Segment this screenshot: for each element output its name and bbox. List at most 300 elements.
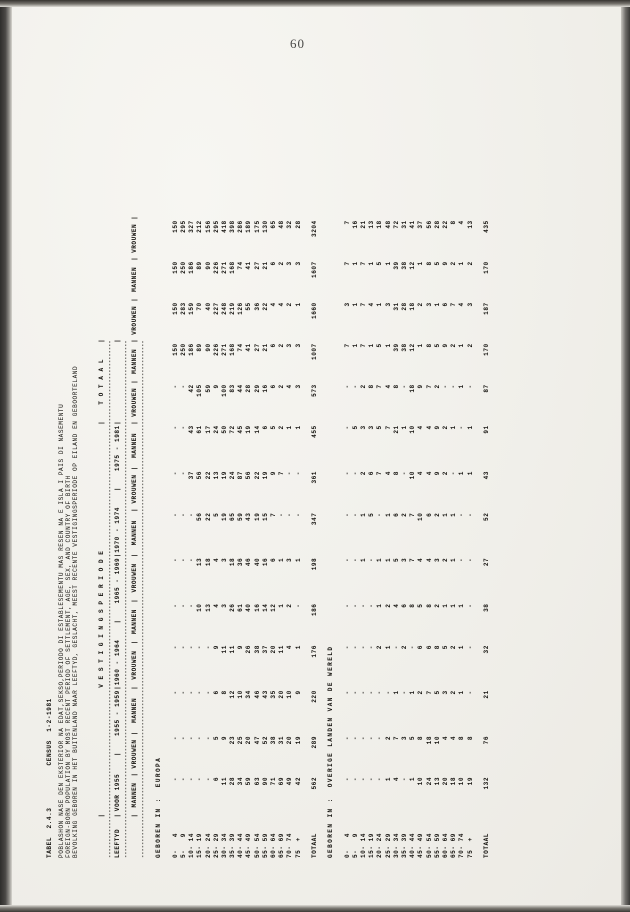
column-separator	[277, 813, 285, 818]
column-separator: |	[114, 553, 122, 558]
data-cell: 248	[220, 302, 228, 315]
data-cell: 1	[458, 690, 466, 695]
data-cell: 1	[441, 603, 449, 608]
data-cell: 18	[409, 384, 417, 393]
data-cell: 6	[401, 603, 409, 608]
table-row	[179, 215, 187, 858]
data-cell: 1	[351, 261, 359, 266]
data-cell: -	[343, 603, 351, 608]
data-cell: 13	[196, 557, 204, 567]
header-period-3: 1960 - 1964	[114, 639, 122, 686]
column-separator	[253, 813, 261, 818]
data-cell: 46	[253, 690, 261, 699]
age-group-label: 35- 39	[229, 833, 237, 858]
data-cell: 19	[253, 512, 261, 521]
spacer-row	[146, 215, 154, 858]
data-cell: 13	[204, 603, 212, 612]
data-cell: 100	[220, 384, 228, 397]
data-cell: -	[458, 557, 466, 562]
data-cell: 295	[212, 220, 220, 233]
data-cell: -	[401, 384, 409, 389]
data-cell: 29	[253, 384, 261, 393]
data-cell: 189	[245, 220, 253, 233]
data-cell: 9	[433, 425, 441, 430]
data-cell: 9	[433, 471, 441, 476]
dashed-rule: ----------------------------------------------------------------------------------------------------------------------------------------------------------------	[123, 340, 130, 858]
data-cell: 9	[212, 384, 220, 389]
data-cell: 226	[212, 261, 220, 274]
data-cell: 7	[409, 512, 417, 517]
spacer-row	[474, 215, 482, 858]
data-cell: 1	[384, 261, 392, 266]
data-cell: 271	[220, 343, 228, 356]
data-cell: 1	[360, 557, 368, 562]
data-cell: 3	[368, 425, 376, 430]
data-cell: 1	[384, 343, 392, 348]
data-cell: 10	[286, 690, 294, 699]
data-cell: 65	[270, 220, 278, 229]
data-cell: 10	[409, 425, 417, 434]
data-cell: -	[171, 777, 179, 782]
age-group-label: 0- 4	[343, 833, 351, 858]
spacer-row	[334, 215, 342, 858]
data-cell: 24	[425, 777, 433, 786]
age-group-label: 30- 34	[220, 833, 228, 858]
data-cell: 10	[237, 690, 245, 699]
data-cell: 39	[392, 261, 400, 270]
table-row	[285, 215, 293, 858]
column-separator	[212, 813, 220, 818]
data-cell: 3	[384, 302, 392, 307]
data-cell: 5	[409, 736, 417, 741]
data-cell: -	[376, 777, 384, 782]
data-cell: 87	[237, 471, 245, 480]
data-cell: 43	[261, 690, 269, 699]
data-cell: 418	[220, 220, 228, 233]
column-separator: |	[130, 640, 138, 645]
data-cell: -	[196, 777, 204, 782]
data-cell: 20	[286, 736, 294, 745]
data-cell: -	[343, 425, 351, 430]
column-separator: |	[130, 215, 138, 220]
data-cell: 1	[376, 302, 384, 307]
data-cell: -	[188, 557, 196, 562]
data-cell: 4	[417, 425, 425, 430]
data-cell: -	[343, 471, 351, 476]
data-cell: 31	[392, 302, 400, 311]
header-totaal-spacer	[113, 343, 121, 420]
data-cell: 361	[310, 471, 318, 484]
data-cell: 2	[384, 736, 392, 741]
column-separator	[261, 813, 269, 818]
data-cell: 1660	[310, 302, 318, 319]
data-cell: 16	[351, 220, 359, 229]
data-cell: -	[171, 645, 179, 650]
data-cell: 72	[392, 220, 400, 229]
age-group-label: 65- 69	[450, 833, 458, 858]
data-cell: 1	[433, 302, 441, 307]
data-cell: 1	[392, 690, 400, 695]
data-cell: 22	[441, 220, 449, 229]
column-separator: |	[130, 553, 138, 558]
spacer-cell	[146, 215, 154, 858]
column-separator	[449, 813, 457, 818]
data-cell: 3	[401, 736, 409, 741]
data-cell: 226	[212, 343, 220, 356]
data-cell: 6	[212, 777, 220, 782]
data-cell: 198	[310, 557, 318, 571]
column-separator	[400, 813, 408, 818]
data-cell: 156	[204, 220, 212, 233]
age-group-label: 75 +	[466, 837, 474, 858]
column-separator	[351, 813, 359, 818]
description-papiamentu: POBLASHON NASE DEN EKSTERIOR NA EDAT,SEKSO,PERIODO DI ESTABLESEMENTU MAS RESEN NA E ISLA I PAIS DI NASEMENTU	[58, 403, 66, 858]
data-cell: 16	[261, 557, 269, 567]
rule-row	[105, 215, 113, 858]
data-cell: 56	[245, 471, 253, 480]
data-cell: -	[188, 736, 196, 741]
table-number-line	[47, 58, 53, 858]
data-cell: 24	[212, 425, 220, 434]
data-cell: 38	[270, 736, 278, 745]
column-separator: |	[98, 338, 106, 343]
data-cell: 6	[425, 645, 433, 650]
data-cell: 150	[171, 220, 179, 233]
data-cell: 20	[270, 645, 278, 654]
data-cell: -	[204, 777, 212, 782]
data-cell: 6	[425, 512, 433, 517]
data-cell: 2	[450, 343, 458, 348]
data-cell: 7	[343, 343, 351, 348]
data-cell: -	[351, 471, 359, 476]
table-row	[375, 215, 383, 858]
data-cell: 168	[229, 261, 237, 274]
data-cell: 10	[196, 603, 204, 612]
column-separator: |	[114, 420, 122, 425]
data-cell: 5	[376, 425, 384, 430]
data-cell: 4	[384, 471, 392, 476]
data-cell: 40	[245, 603, 253, 612]
census-table-body	[97, 215, 490, 858]
data-cell: -	[286, 471, 294, 476]
data-cell: 13	[368, 220, 376, 229]
data-cell: 1	[409, 690, 417, 695]
data-cell: 59	[237, 512, 245, 521]
table-row	[359, 215, 367, 858]
data-cell: 15	[261, 512, 269, 521]
data-cell: 1	[466, 425, 474, 430]
data-cell: 4	[441, 736, 449, 741]
data-cell: -	[376, 736, 384, 741]
header-sex-vrouwen-6: VROUWEN	[130, 305, 138, 335]
column-separator: |	[114, 751, 122, 757]
data-cell: 295	[179, 220, 187, 233]
data-cell: 2	[466, 343, 474, 348]
data-cell: 22	[204, 471, 212, 480]
data-cell: 5	[376, 343, 384, 348]
section-title: GEBOREN IN : OVERIGE LANDEN VAN DE WERELD	[327, 645, 335, 858]
column-separator	[236, 813, 244, 818]
data-cell: -	[466, 690, 474, 695]
table-row	[441, 215, 449, 858]
data-cell: 42	[188, 384, 196, 393]
data-cell: 8	[425, 603, 433, 608]
column-separator: |	[114, 338, 122, 343]
header-sex-vrouwen-3: VROUWEN	[130, 563, 138, 593]
data-cell: 35	[270, 690, 278, 699]
data-cell: 9	[270, 471, 278, 476]
data-cell: 20	[278, 690, 286, 699]
data-cell: 3	[286, 343, 294, 348]
data-cell: 12	[229, 690, 237, 699]
data-cell: 4	[212, 603, 220, 608]
data-cell: 71	[270, 777, 278, 786]
data-cell: 212	[196, 220, 204, 233]
data-cell: 48	[384, 220, 392, 229]
table-row	[269, 215, 277, 858]
data-cell: 1	[417, 343, 425, 348]
data-cell: 4	[368, 302, 376, 307]
data-cell: 13	[433, 777, 441, 786]
column-separator: |	[114, 486, 122, 492]
data-cell: 28	[401, 302, 409, 311]
data-cell: 89	[196, 261, 204, 270]
data-cell: 170	[482, 343, 490, 356]
data-cell: 21	[482, 690, 490, 699]
table-row	[212, 215, 220, 858]
data-cell: 3	[286, 557, 294, 562]
header-sex-mannen-2: MANNEN	[130, 697, 138, 723]
data-cell: 4	[458, 220, 466, 225]
data-cell: 4	[425, 557, 433, 562]
spacer-cell	[318, 215, 326, 858]
data-cell: 150	[171, 261, 179, 274]
age-group-label: 45- 49	[245, 833, 253, 858]
data-cell: 43	[188, 425, 196, 434]
data-cell: -	[351, 690, 359, 695]
data-cell: 18	[450, 777, 458, 786]
column-separator	[244, 813, 252, 818]
data-cell: 5	[270, 425, 278, 430]
data-cell: -	[188, 603, 196, 608]
data-cell: 19	[245, 425, 253, 434]
column-separator	[384, 813, 392, 818]
data-cell: -	[351, 777, 359, 782]
dashed-rule: ----------------------------------------------------------------------------------------------------------------------------------------------------------------	[106, 340, 113, 858]
column-separator	[367, 813, 375, 818]
data-cell: 1	[450, 557, 458, 562]
data-cell: 70	[196, 302, 204, 311]
data-cell: 219	[229, 302, 237, 315]
data-cell: 3204	[310, 220, 318, 237]
data-cell: 38	[401, 343, 409, 352]
header-period-row	[113, 215, 121, 858]
data-cell: 36	[237, 557, 245, 567]
data-cell: 250	[179, 343, 187, 356]
data-cell: 37	[188, 471, 196, 480]
data-cell: 56	[196, 471, 204, 480]
data-cell: 8	[450, 220, 458, 225]
table-row	[416, 215, 424, 858]
data-cell: 6	[270, 384, 278, 389]
table-total-row	[310, 215, 318, 858]
data-cell: 4	[425, 425, 433, 430]
data-cell: -	[343, 557, 351, 562]
data-cell: 1	[441, 512, 449, 517]
data-cell: 2	[360, 384, 368, 389]
table-row	[351, 215, 359, 858]
data-cell: 1	[376, 603, 384, 608]
data-cell: 5	[212, 512, 220, 517]
data-cell: 8	[409, 603, 417, 608]
data-cell: 1	[384, 777, 392, 782]
data-cell: 50	[220, 425, 228, 434]
data-cell: 132	[482, 777, 490, 790]
table-row	[171, 215, 179, 858]
data-cell: 27	[482, 557, 490, 567]
data-cell: 18	[204, 557, 212, 567]
age-group-label: 5- 9	[179, 833, 187, 858]
data-cell: -	[384, 690, 392, 695]
data-cell: 1	[458, 343, 466, 348]
data-cell: 28	[294, 220, 302, 229]
description-dutch: BEVOLKING GEBOREN IN HET BUITENLAND NAAR LEEFTYD, GESLACHT, MEEST RECENTE VESTIGINGSPERIODE OP EILAND EN GEBOORTELAND	[72, 365, 80, 858]
data-cell: 13	[212, 471, 220, 480]
data-cell: 16	[253, 603, 261, 612]
data-cell: -	[179, 777, 187, 782]
data-cell: 2	[441, 557, 449, 562]
data-cell: 562	[310, 777, 318, 790]
data-cell: -	[343, 777, 351, 782]
data-cell: 150	[171, 343, 179, 356]
data-cell: -	[343, 736, 351, 741]
data-cell: 3	[294, 384, 302, 389]
data-cell: -	[450, 384, 458, 389]
data-cell: -	[368, 557, 376, 562]
data-cell: 18	[376, 220, 384, 229]
data-cell: 90	[261, 777, 269, 786]
data-cell: 45	[237, 425, 245, 434]
data-cell: 22	[204, 512, 212, 521]
data-cell: 7	[425, 384, 433, 389]
data-cell: 5	[441, 645, 449, 650]
data-cell: -	[368, 736, 376, 741]
data-cell: 1	[409, 777, 417, 782]
column-separator	[203, 813, 211, 818]
data-cell: -	[360, 603, 368, 608]
data-cell: -	[286, 512, 294, 517]
data-cell: 1	[294, 645, 302, 650]
data-cell: 170	[482, 261, 490, 274]
data-cell: 1	[384, 645, 392, 650]
column-separator: |	[130, 507, 138, 512]
spacer-cell	[334, 215, 342, 858]
header-sex-mannen-7: MANNEN	[130, 266, 138, 292]
data-cell: 4	[417, 471, 425, 476]
age-group-label: TOTAAL	[310, 833, 318, 858]
table-row	[261, 215, 269, 858]
data-cell: 8	[392, 384, 400, 389]
data-cell: 1	[458, 603, 466, 608]
data-cell: 6	[368, 471, 376, 476]
data-cell: 90	[204, 261, 212, 270]
column-separator	[433, 813, 441, 818]
data-cell: 42	[294, 777, 302, 786]
data-cell: -	[171, 512, 179, 517]
data-cell: -	[376, 512, 384, 517]
data-cell: 1007	[310, 343, 318, 360]
spacer-cell	[474, 215, 482, 858]
age-group-label: 60- 64	[441, 833, 449, 858]
column-separator: |	[130, 685, 138, 690]
data-cell: 5	[417, 603, 425, 608]
data-cell: 6	[212, 690, 220, 695]
data-cell: 5	[392, 557, 400, 562]
data-cell: -	[466, 645, 474, 650]
data-cell: 74	[237, 261, 245, 270]
data-cell: -	[171, 557, 179, 562]
header-vestigingsperiode: V E S T I G I N G S P E R I O D E	[98, 550, 106, 688]
data-cell: 76	[482, 736, 490, 745]
data-cell: 38	[482, 603, 490, 612]
data-cell: -	[401, 777, 409, 782]
data-cell: -	[360, 777, 368, 782]
data-cell: -	[171, 603, 179, 608]
data-cell: -	[351, 736, 359, 741]
column-separator: |	[130, 379, 138, 384]
data-cell: -	[368, 777, 376, 782]
data-cell: 2	[376, 645, 384, 650]
data-cell: 1	[450, 425, 458, 430]
data-cell: -	[466, 603, 474, 608]
data-cell: 2	[450, 261, 458, 266]
data-cell: 49	[286, 777, 294, 786]
page-number: 60	[290, 36, 305, 51]
column-separator	[195, 813, 203, 818]
data-cell: 1	[294, 425, 302, 430]
data-cell: -	[458, 425, 466, 430]
table-row	[195, 215, 203, 858]
data-cell: 289	[310, 736, 318, 749]
data-cell: 41	[245, 343, 253, 352]
dashed-rule: ----------------------------------------------------------------------------------------------------------------------------------------------------------------	[139, 340, 146, 858]
age-group-label: 10- 14	[188, 833, 196, 858]
census-table	[97, 215, 490, 858]
header-group-row	[97, 215, 105, 858]
data-cell: 31	[401, 220, 409, 229]
data-cell: 7	[376, 471, 384, 476]
data-cell: 83	[229, 384, 237, 393]
data-cell: -	[171, 690, 179, 695]
age-group-label: 40- 44	[237, 833, 245, 858]
data-cell: 347	[310, 512, 318, 526]
column-separator	[457, 813, 465, 818]
data-cell: 126	[237, 302, 245, 315]
data-cell: 8	[425, 343, 433, 348]
data-cell: 19	[261, 471, 269, 480]
age-group-label: 15- 19	[368, 833, 376, 858]
data-cell: 7	[425, 690, 433, 695]
table-row	[465, 215, 473, 858]
data-cell: 36	[253, 302, 261, 311]
data-cell: 11	[229, 645, 237, 654]
data-cell: 2	[286, 302, 294, 307]
data-cell: 56	[196, 512, 204, 521]
data-cell: 4	[417, 557, 425, 562]
table-description	[59, 58, 79, 858]
data-cell: 5	[212, 736, 220, 741]
data-cell: 1	[278, 603, 286, 608]
